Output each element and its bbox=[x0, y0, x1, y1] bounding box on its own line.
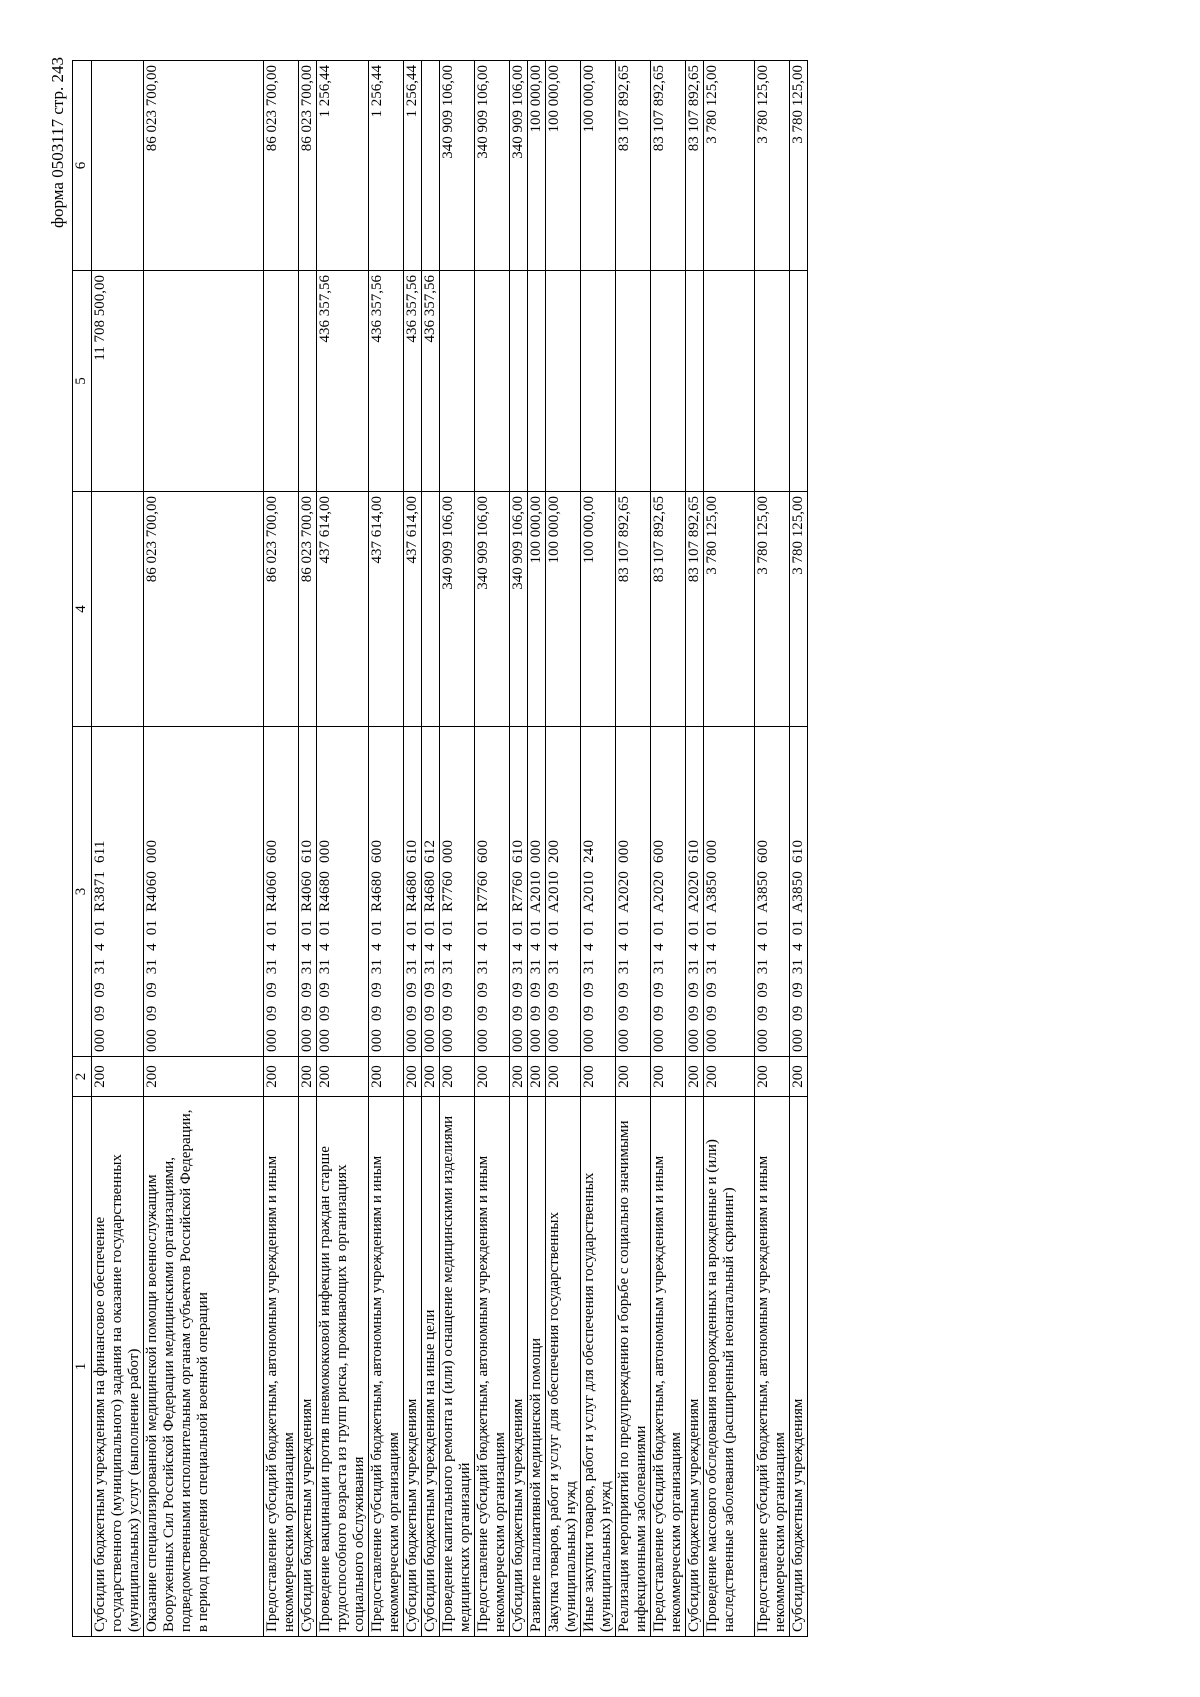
row-approved-amount bbox=[92, 492, 144, 727]
table-row bbox=[755, 61, 790, 1637]
row-executed-amount bbox=[616, 271, 651, 492]
row-description: Оказание специализированной медицинской помощи военнослужащим Вооруженных Сил Российской Федерации медицинскими организациями, подведомственными исполнительным органам субъектов Российской Федерации, в период проведения специальной военной операции bbox=[144, 1097, 264, 1637]
row-executed-amount bbox=[581, 271, 616, 492]
table-row bbox=[686, 61, 704, 1637]
row-unexecuted-amount bbox=[92, 61, 144, 271]
row-budget-classification-code: 000 09 09 31 4 01 A3850 000 bbox=[704, 727, 755, 1057]
row-line-code: 200 bbox=[651, 1057, 686, 1097]
row-approved-amount: 437 614,00 bbox=[317, 492, 369, 727]
row-line-code: 200 bbox=[510, 1057, 528, 1097]
row-executed-amount bbox=[651, 271, 686, 492]
row-line-code: 200 bbox=[92, 1057, 144, 1097]
row-executed-amount bbox=[790, 271, 808, 492]
row-description: Субсидии бюджетным учреждениям bbox=[790, 1097, 808, 1637]
row-executed-amount bbox=[440, 271, 475, 492]
row-budget-classification-code: 000 09 09 31 4 01 A2020 610 bbox=[686, 727, 704, 1057]
row-unexecuted-amount: 83 107 892,65 bbox=[651, 61, 686, 271]
row-unexecuted-amount: 100 000,00 bbox=[528, 61, 546, 271]
row-executed-amount bbox=[264, 271, 299, 492]
row-executed-amount: 436 357,56 bbox=[404, 271, 422, 492]
form-number-label: форма 0503117 стр. 243 bbox=[48, 57, 67, 228]
row-executed-amount bbox=[299, 271, 317, 492]
row-line-code: 200 bbox=[686, 1057, 704, 1097]
table-row bbox=[704, 61, 755, 1637]
row-approved-amount: 83 107 892,65 bbox=[651, 492, 686, 727]
row-budget-classification-code: 000 09 09 31 4 01 R4680 600 bbox=[369, 727, 404, 1057]
row-line-code: 200 bbox=[790, 1057, 808, 1097]
row-budget-classification-code: 000 09 09 31 4 01 R7760 600 bbox=[475, 727, 510, 1057]
row-budget-classification-code: 000 09 09 31 4 01 A3850 600 bbox=[755, 727, 790, 1057]
row-unexecuted-amount: 1 256,44 bbox=[317, 61, 369, 271]
table-row bbox=[264, 61, 299, 1637]
row-approved-amount: 3 780 125,00 bbox=[704, 492, 755, 727]
row-approved-amount: 100 000,00 bbox=[528, 492, 546, 727]
column-number-row bbox=[73, 61, 92, 1637]
table-row bbox=[440, 61, 475, 1637]
row-executed-amount bbox=[686, 271, 704, 492]
row-budget-classification-code: 000 09 09 31 4 01 R4060 610 bbox=[299, 727, 317, 1057]
row-budget-classification-code: 000 09 09 31 4 01 R7760 610 bbox=[510, 727, 528, 1057]
row-line-code: 200 bbox=[755, 1057, 790, 1097]
row-line-code: 200 bbox=[616, 1057, 651, 1097]
row-approved-amount: 86 023 700,00 bbox=[264, 492, 299, 727]
row-description: Предоставление субсидий бюджетным, автономным учреждениям и иным некоммерческим организациям bbox=[755, 1097, 790, 1637]
row-line-code: 200 bbox=[475, 1057, 510, 1097]
table-row bbox=[528, 61, 546, 1637]
table-row bbox=[317, 61, 369, 1637]
row-unexecuted-amount bbox=[422, 61, 440, 271]
table-row bbox=[475, 61, 510, 1637]
row-executed-amount bbox=[546, 271, 581, 492]
row-approved-amount: 3 780 125,00 bbox=[755, 492, 790, 727]
row-line-code: 200 bbox=[264, 1057, 299, 1097]
row-unexecuted-amount: 1 256,44 bbox=[404, 61, 422, 271]
row-unexecuted-amount: 1 256,44 bbox=[369, 61, 404, 271]
row-description: Предоставление субсидий бюджетным, автономным учреждениям и иным некоммерческим организациям bbox=[475, 1097, 510, 1637]
row-unexecuted-amount: 83 107 892,65 bbox=[616, 61, 651, 271]
column-header-6: 6 bbox=[73, 61, 92, 271]
row-description: Предоставление субсидий бюджетным, автономным учреждениям и иным некоммерческим организациям bbox=[264, 1097, 299, 1637]
row-unexecuted-amount: 100 000,00 bbox=[581, 61, 616, 271]
row-approved-amount: 437 614,00 bbox=[404, 492, 422, 727]
column-header-1: 1 bbox=[73, 1097, 92, 1637]
table-row bbox=[144, 61, 264, 1637]
column-header-4: 4 bbox=[73, 492, 92, 727]
row-unexecuted-amount: 340 909 106,00 bbox=[475, 61, 510, 271]
row-approved-amount: 3 780 125,00 bbox=[790, 492, 808, 727]
column-header-3: 3 bbox=[73, 727, 92, 1057]
row-executed-amount bbox=[144, 271, 264, 492]
row-unexecuted-amount: 340 909 106,00 bbox=[440, 61, 475, 271]
row-executed-amount bbox=[510, 271, 528, 492]
row-line-code: 200 bbox=[581, 1057, 616, 1097]
row-description: Субсидии бюджетным учреждениям bbox=[299, 1097, 317, 1637]
row-budget-classification-code: 000 09 09 31 4 01 R4060 000 bbox=[144, 727, 264, 1057]
row-budget-classification-code: 000 09 09 31 4 01 A2010 240 bbox=[581, 727, 616, 1057]
row-description: Иные закупки товаров, работ и услуг для обеспечения государственных (муниципальных) нужд bbox=[581, 1097, 616, 1637]
row-budget-classification-code: 000 09 09 31 4 01 R4680 610 bbox=[404, 727, 422, 1057]
row-unexecuted-amount: 3 780 125,00 bbox=[704, 61, 755, 271]
row-budget-classification-code: 000 09 09 31 4 01 R3871 611 bbox=[92, 727, 144, 1057]
row-description: Субсидии бюджетным учреждениям bbox=[686, 1097, 704, 1637]
row-description: Предоставление субсидий бюджетным, автономным учреждениям и иным некоммерческим организациям bbox=[369, 1097, 404, 1637]
row-line-code: 200 bbox=[299, 1057, 317, 1097]
row-unexecuted-amount: 3 780 125,00 bbox=[755, 61, 790, 271]
column-header-5: 5 bbox=[73, 271, 92, 492]
row-executed-amount: 436 357,56 bbox=[369, 271, 404, 492]
row-line-code: 200 bbox=[528, 1057, 546, 1097]
row-unexecuted-amount: 3 780 125,00 bbox=[790, 61, 808, 271]
table-row bbox=[651, 61, 686, 1637]
row-budget-classification-code: 000 09 09 31 4 01 A2020 000 bbox=[616, 727, 651, 1057]
row-budget-classification-code: 000 09 09 31 4 01 A2010 000 bbox=[528, 727, 546, 1057]
row-executed-amount: 436 357,56 bbox=[317, 271, 369, 492]
row-approved-amount: 340 909 106,00 bbox=[510, 492, 528, 727]
row-approved-amount: 86 023 700,00 bbox=[299, 492, 317, 727]
row-unexecuted-amount: 340 909 106,00 bbox=[510, 61, 528, 271]
table-row bbox=[616, 61, 651, 1637]
table-row bbox=[581, 61, 616, 1637]
table-row bbox=[546, 61, 581, 1637]
row-description: Закупка товаров, работ и услуг для обеспечения государственных (муниципальных) нужд bbox=[546, 1097, 581, 1637]
row-approved-amount: 340 909 106,00 bbox=[475, 492, 510, 727]
row-description: Проведение вакцинации против пневмококковой инфекции граждан старше трудоспособного возраста из групп риска, проживающих в организациях социального обслуживания bbox=[317, 1097, 369, 1637]
row-description: Субсидии бюджетным учреждениям на финансовое обеспечение государственного (муниципального) задания на оказание государственных (муниципальных) услуг (выполнение работ) bbox=[92, 1097, 144, 1637]
row-executed-amount: 436 357,56 bbox=[422, 271, 440, 492]
table-row bbox=[369, 61, 404, 1637]
row-description: Субсидии бюджетным учреждениям на иные цели bbox=[422, 1097, 440, 1637]
table-row bbox=[299, 61, 317, 1637]
row-budget-classification-code: 000 09 09 31 4 01 R4680 000 bbox=[317, 727, 369, 1057]
budget-execution-table bbox=[72, 60, 808, 1637]
row-description: Субсидии бюджетным учреждениям bbox=[404, 1097, 422, 1637]
row-executed-amount bbox=[528, 271, 546, 492]
row-line-code: 200 bbox=[704, 1057, 755, 1097]
row-approved-amount: 100 000,00 bbox=[581, 492, 616, 727]
row-approved-amount: 83 107 892,65 bbox=[616, 492, 651, 727]
table-row bbox=[404, 61, 422, 1637]
row-description: Развитие паллиативной медицинской помощи bbox=[528, 1097, 546, 1637]
row-line-code: 200 bbox=[546, 1057, 581, 1097]
row-approved-amount: 437 614,00 bbox=[369, 492, 404, 727]
table-row bbox=[510, 61, 528, 1637]
row-approved-amount: 340 909 106,00 bbox=[440, 492, 475, 727]
row-description: Субсидии бюджетным учреждениям bbox=[510, 1097, 528, 1637]
row-budget-classification-code: 000 09 09 31 4 01 A2020 600 bbox=[651, 727, 686, 1057]
row-approved-amount: 83 107 892,65 bbox=[686, 492, 704, 727]
row-unexecuted-amount: 83 107 892,65 bbox=[686, 61, 704, 271]
row-line-code: 200 bbox=[317, 1057, 369, 1097]
row-line-code: 200 bbox=[144, 1057, 264, 1097]
row-approved-amount: 86 023 700,00 bbox=[144, 492, 264, 727]
row-budget-classification-code: 000 09 09 31 4 01 A2010 200 bbox=[546, 727, 581, 1057]
row-line-code: 200 bbox=[404, 1057, 422, 1097]
table-body bbox=[92, 61, 808, 1637]
row-budget-classification-code: 000 09 09 31 4 01 A3850 610 bbox=[790, 727, 808, 1057]
row-executed-amount bbox=[475, 271, 510, 492]
row-executed-amount: 11 708 500,00 bbox=[92, 271, 144, 492]
row-line-code: 200 bbox=[369, 1057, 404, 1097]
row-description: Предоставление субсидий бюджетным, автономным учреждениям и иным некоммерческим организациям bbox=[651, 1097, 686, 1637]
row-description: Реализация мероприятий по предупреждению и борьбе с социально значимыми инфекционными заболеваниями bbox=[616, 1097, 651, 1637]
row-budget-classification-code: 000 09 09 31 4 01 R4060 600 bbox=[264, 727, 299, 1057]
row-executed-amount bbox=[755, 271, 790, 492]
row-unexecuted-amount: 86 023 700,00 bbox=[144, 61, 264, 271]
table-row bbox=[790, 61, 808, 1637]
row-unexecuted-amount: 100 000,00 bbox=[546, 61, 581, 271]
row-executed-amount bbox=[704, 271, 755, 492]
row-line-code: 200 bbox=[440, 1057, 475, 1097]
table-row bbox=[92, 61, 144, 1637]
table-row bbox=[422, 61, 440, 1637]
row-unexecuted-amount: 86 023 700,00 bbox=[299, 61, 317, 271]
column-header-2: 2 bbox=[73, 1057, 92, 1097]
row-budget-classification-code: 000 09 09 31 4 01 R7760 000 bbox=[440, 727, 475, 1057]
row-budget-classification-code: 000 09 09 31 4 01 R4680 612 bbox=[422, 727, 440, 1057]
row-description: Проведение массового обследования новорожденных на врожденные и (или) наследственные заболевания (расширенный неонатальный скрининг) bbox=[704, 1097, 755, 1637]
row-approved-amount bbox=[422, 492, 440, 727]
row-description: Проведение капитального ремонта и (или) оснащение медицинскими изделиями медицинских организаций bbox=[440, 1097, 475, 1637]
row-unexecuted-amount: 86 023 700,00 bbox=[264, 61, 299, 271]
row-line-code: 200 bbox=[422, 1057, 440, 1097]
row-approved-amount: 100 000,00 bbox=[546, 492, 581, 727]
